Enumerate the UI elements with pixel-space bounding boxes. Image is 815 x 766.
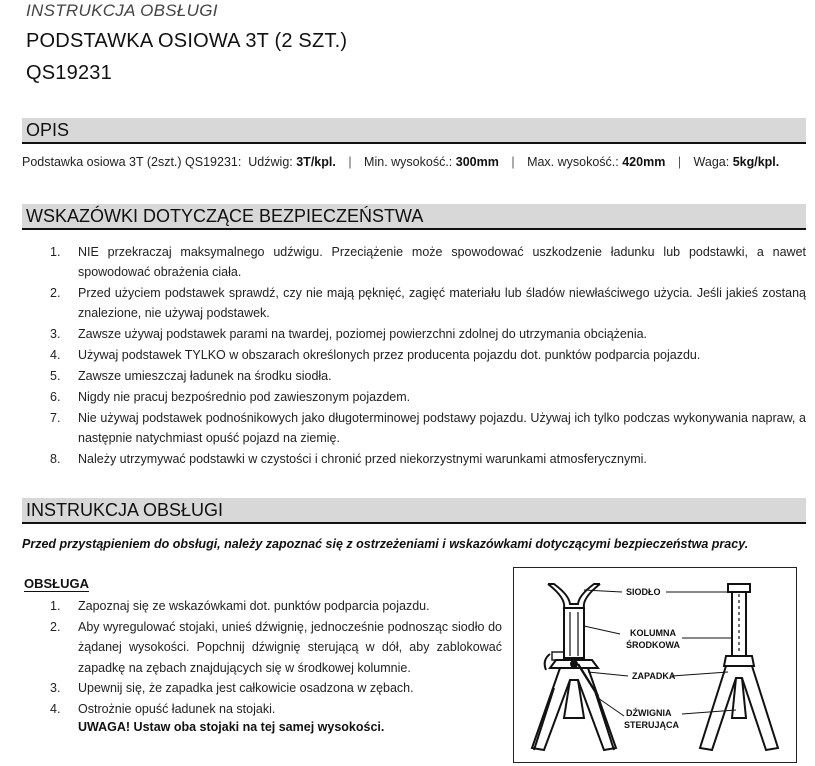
safety-item <box>50 449 806 469</box>
safety-item <box>50 366 806 386</box>
operation-steps <box>50 596 502 719</box>
product-spec-line <box>22 155 779 169</box>
label-lever-line1: DŹWIGNIA <box>626 708 672 718</box>
height-warning: UWAGA! Ustaw oba stojaki na tej samej wysokości. <box>78 720 385 734</box>
safety-item <box>50 242 806 282</box>
product-code: QS19231 <box>26 62 112 84</box>
diagram-leader-lines <box>584 590 736 716</box>
safety-item <box>50 324 806 344</box>
section-safety-title: WSKAZÓWKI DOTYCZĄCE BEZPIECZEŃSTWA <box>26 206 424 226</box>
spec-min-value: 300mm <box>455 155 499 169</box>
item-number: 2. <box>50 286 61 300</box>
step-number: 2. <box>50 619 61 634</box>
spec-product: Podstawka osiowa 3T (2szt.) QS19231: <box>22 155 242 169</box>
item-number: 1. <box>50 245 61 259</box>
item-text: Przed użyciem podstawek sprawdź, czy nie mają pęknięć, zagięć materiału lub śladów niewłaściwego użycia. Jeśli jakieś zostaną znalezione, nie używaj podstawek. <box>78 286 806 320</box>
label-lever-line2: STERUJĄCA <box>624 720 680 730</box>
operation-step <box>50 678 502 699</box>
spec-separator: | <box>677 155 682 169</box>
operation-step <box>50 617 502 679</box>
document-kicker: INSTRUKCJA OBSŁUGI <box>26 1 218 20</box>
item-text: Zawsze używaj podstawek parami na twardej, poziomej powierzchni zdolnej do utrzymania obciążenia. <box>78 327 648 341</box>
spec-weight-value: 5kg/kpl. <box>732 155 780 169</box>
step-number: 1. <box>50 599 61 613</box>
label-column-line2: ŚRODKOWA <box>626 640 680 650</box>
item-number: 8. <box>50 452 61 466</box>
item-number: 7. <box>50 411 61 425</box>
manual-intro: Przed przystąpieniem do obsługi, należy zapoznać się z ostrzeżeniami i wskazówkami dotyczącymi bezpieczeństwa pracy. <box>22 537 749 551</box>
step-text: Aby wyregulować stojaki, unieś dźwignię, jednocześnie podnosząc siodło do żądanej wysokości. Popchnij dźwignię sterującą w dół, aby zablokować zapadkę na zębach znajdujących się w środkowej kolumnie. <box>78 619 502 675</box>
spec-max-label: Max. wysokość.: <box>527 155 619 169</box>
safety-item <box>50 387 806 407</box>
safety-item <box>50 408 806 448</box>
step-number: 3. <box>50 681 61 695</box>
label-saddle: SIODŁO <box>626 587 661 597</box>
jack-stand-diagram <box>513 567 797 763</box>
item-number: 5. <box>50 369 61 383</box>
spec-max-value: 420mm <box>622 155 666 169</box>
spec-capacity-value: 3T/kpl. <box>296 155 336 169</box>
diagram-drawing <box>514 568 798 764</box>
step-text: Upewnij się, że zapadka jest całkowicie osadzona w zębach. <box>78 681 414 695</box>
label-column-line1: KOLUMNA <box>630 628 676 638</box>
item-text: Zawsze umieszczaj ładunek na środku siodła. <box>78 369 332 383</box>
front-stand-illustration <box>532 584 616 750</box>
section-manual-title: INSTRUKCJA OBSŁUGI <box>26 500 224 520</box>
step-text: Ostrożnie opuść ładunek na stojaki. <box>78 701 276 716</box>
item-text: Używaj podstawek TYLKO w obszarach określonych przez producenta pojazdu dot. punktów podparcia pojazdu. <box>78 348 701 362</box>
safety-item <box>50 345 806 365</box>
spec-separator: | <box>511 155 515 169</box>
spec-separator: | <box>348 155 352 169</box>
section-manual-header <box>22 498 806 524</box>
safety-list <box>50 242 806 470</box>
step-number: 4. <box>50 701 61 716</box>
safety-item <box>50 283 806 323</box>
item-text: Nie używaj podstawek podnośnikowych jako długoterminowej podstawy pojazdu. Używaj ich tylko podczas wykonywania napraw, a następnie natychmiast opuść pojazd na ziemię. <box>78 411 806 445</box>
item-number: 6. <box>50 390 61 404</box>
item-number: 4. <box>50 348 61 362</box>
spec-capacity-label: Udźwig: <box>248 155 293 169</box>
section-opis-title: OPIS <box>26 120 70 140</box>
document-title: PODSTAWKA OSIOWA 3T (2 SZT.) <box>26 30 348 52</box>
item-text: Należy utrzymywać podstawki w czystości i chronić przed niekorzystnymi warunkami atmosferycznymi. <box>78 452 647 466</box>
section-opis-header <box>22 118 806 144</box>
operation-step <box>50 596 502 617</box>
spec-weight-label: Waga: <box>693 155 730 169</box>
item-number: 3. <box>50 327 61 341</box>
item-text: NIE przekraczaj maksymalnego udźwigu. Przeciążenie może spowodować uszkodzenie ładunku lub podstawki, a nawet spowodować obrażenia ciała. <box>78 245 806 279</box>
item-text: Nigdy nie pracuj bezpośrednio pod zawieszonym pojazdem. <box>78 390 411 404</box>
spec-min-label: Min. wysokość.: <box>364 155 453 169</box>
section-safety-header <box>22 204 806 230</box>
operation-subheading: OBSŁUGA <box>24 576 89 591</box>
step-text: Zapoznaj się ze wskazówkami dot. punktów podparcia pojazdu. <box>78 599 430 613</box>
operation-step <box>50 699 502 720</box>
label-pawl: ZAPADKA <box>632 671 676 681</box>
side-stand-illustration <box>700 584 778 750</box>
